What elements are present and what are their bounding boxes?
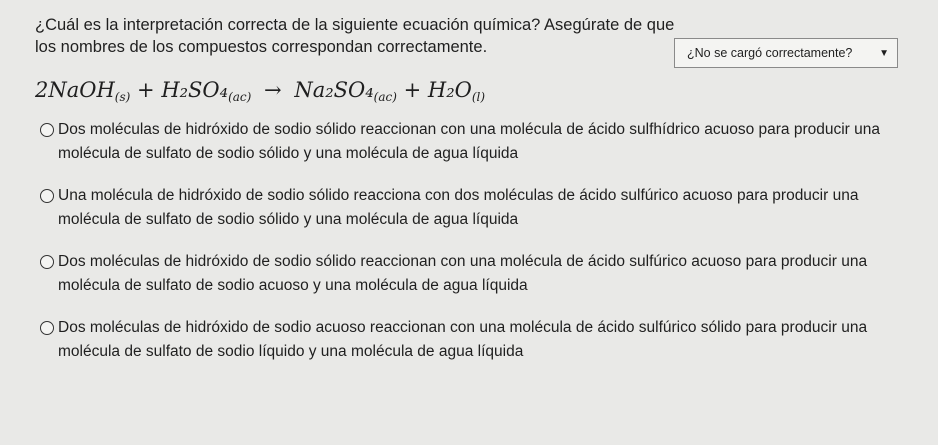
reactant-naoh: 2NaOH: [35, 78, 115, 102]
chemical-equation: [35, 78, 485, 104]
plus-sign: +: [137, 78, 155, 102]
plus-sign: +: [403, 78, 422, 102]
answer-option-1[interactable]: [40, 118, 920, 166]
option-text: Dos moléculas de hidróxido de sodio acuoso reaccionan con una molécula de ácido sulfúrico sólido para producir una molécula de sulfato de sodio líquido y una molécula de agua líquida: [58, 319, 868, 360]
question-text: ¿Cuál es la interpretación correcta de la siguiente ecuación química? Asegúrate de que los nombres de los compuestos correspondan correctamente.: [35, 16, 675, 56]
answer-option-3[interactable]: [40, 250, 920, 298]
reaction-arrow: →: [264, 78, 282, 102]
radio-button[interactable]: [40, 189, 54, 203]
product-h2o: H₂O: [427, 78, 472, 102]
caret-down-icon: ▼: [879, 47, 889, 59]
state-naoh: (s): [114, 90, 131, 104]
radio-button[interactable]: [40, 255, 54, 269]
option-text: Dos moléculas de hidróxido de sodio sólido reaccionan con una molécula de ácido sulfhídrico acuoso para producir una molécula de sulfato de sodio sólido y una molécula de agua líquida: [58, 121, 880, 162]
product-na2so4: Na₂SO₄: [294, 78, 374, 102]
option-text: Una molécula de hidróxido de sodio sólido reacciona con dos moléculas de ácido sulfúrico acuoso para producir una molécula de sulfato de sodio sólido y una molécula de agua líquida: [58, 187, 859, 228]
load-issue-dropdown[interactable]: [674, 38, 898, 68]
radio-button[interactable]: [40, 321, 54, 335]
option-text: Dos moléculas de hidróxido de sodio sólido reaccionan con una molécula de ácido sulfúrico acuoso para producir una molécula de sulfato de sodio acuoso y una molécula de agua líquida: [58, 253, 868, 294]
answer-option-4[interactable]: [40, 316, 920, 364]
load-issue-label: ¿No se cargó correctamente?: [687, 46, 853, 60]
state-h2so4: (ac): [228, 90, 252, 104]
answer-options: [40, 118, 920, 364]
answer-option-2[interactable]: [40, 184, 920, 232]
reactant-h2so4: H₂SO₄: [161, 78, 229, 102]
radio-button[interactable]: [40, 123, 54, 137]
state-na2so4: (ac): [373, 90, 397, 104]
state-h2o: (l): [471, 90, 486, 104]
